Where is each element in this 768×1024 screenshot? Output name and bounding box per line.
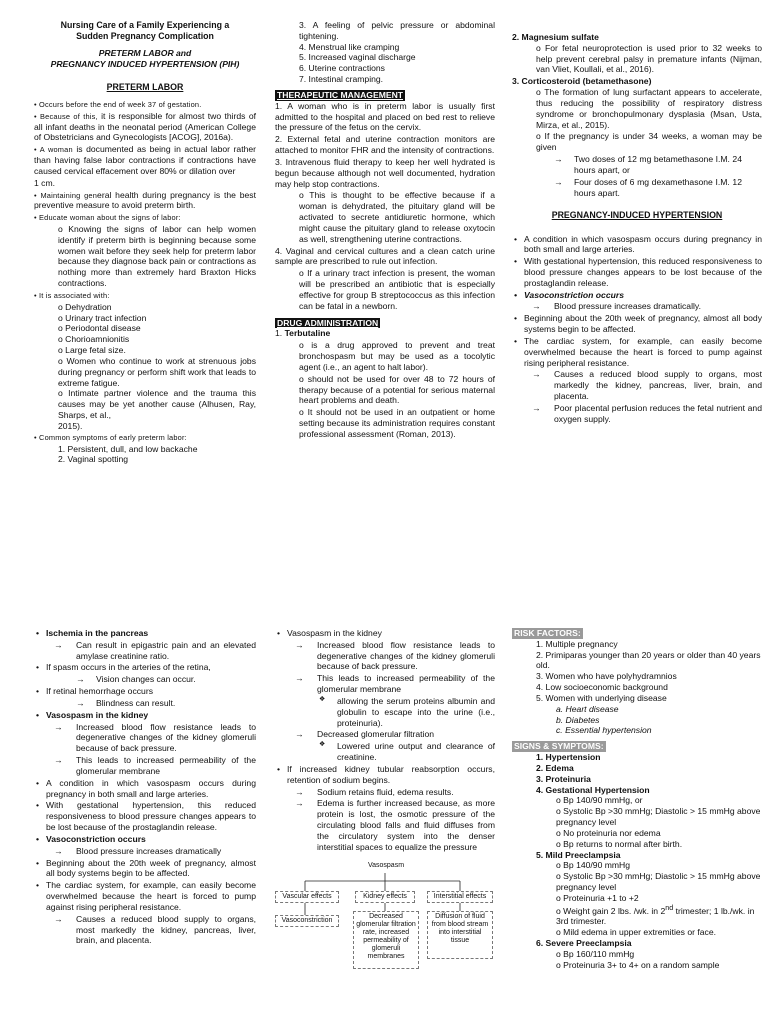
column-pih-effects <box>34 628 256 947</box>
kidney-bullet: • If increased kidney tubular reabsorption occurs, retention of sodium begins. <box>275 764 495 786</box>
pih-bullet: • Vasoconstriction occurs <box>512 290 762 301</box>
diagram-branch: Kidney effects <box>355 891 415 903</box>
effect-arrow: → Can result in epigastric pain and an elevated amylase creatinine ratio. <box>34 640 256 662</box>
doc-subtitle-line1: PRETERM LABOR and <box>98 48 192 59</box>
list-item: 3. A feeling of pelvic pressure or abdominal tightening. <box>299 20 495 41</box>
effect-bullet: • Ischemia in the pancreas <box>34 628 256 639</box>
management-item: 1. A woman who is in preterm labor is usually first admitted to the hospital and placed on bed rest to relieve the pressure of the fetus on the cervix. <box>275 100 495 133</box>
section-heading-preterm-labor: PRETERM LABOR <box>106 81 184 92</box>
kidney-arrow: → Sodium retains fluid, edema results. <box>275 787 495 798</box>
risk-item: 3. Women who have polyhydramnios <box>536 671 677 682</box>
list-item: o Women who continue to work at strenuous jobs during pregnancy or perform shift work that leads to extreme fatigue. <box>58 355 256 388</box>
section-heading-therapeutic: THERAPEUTIC MANAGEMENT <box>277 89 404 100</box>
diagram-root: Vasospasm <box>363 861 409 871</box>
effect-arrow: → Vision changes can occur. <box>34 674 256 685</box>
list-item: 4. Menstrual like cramping <box>299 41 400 52</box>
dose-option: → Four doses of 6 mg dexamethasone I.M. 12 hours apart. <box>512 177 762 199</box>
effect-bullet: • The cardiac system, for example, can easily become overwhelmed because the heart is forced to pump against rising peripheral resistance. <box>34 880 256 912</box>
list-item: 2. Vaginal spotting <box>58 454 129 465</box>
sign-detail: o No proteinuria nor edema <box>556 827 661 838</box>
associated-list <box>34 302 256 432</box>
list-item: o Intimate partner violence and the trauma this causes may be yet another cause (Alhusen, Ray, Sharps, et al., <box>58 388 256 421</box>
pih-arrow: → Poor placental perfusion reduces the fetal nutrient and oxygen supply. <box>512 403 762 425</box>
kidney-arrow: → Edema is further increased because, as more protein is lost, the osmotic pressure of the circulating blood falls and fluid diffuses from the circulatory system into the denser interstitial spaces to equalize the pressure <box>275 798 495 852</box>
disease-item: a. Heart disease <box>556 703 619 714</box>
sign-detail: o Systolic Bp >30 mmHg; Diastolic > 15 mmHg above pregnancy level <box>556 871 761 893</box>
drug-detail: o The formation of lung surfactant appears to accelerate, thus reducing the possibility of respiratory distress syndrome or bronchopulmonary dysplasia (Msan, Usta, Mirza, et al., 2015). <box>536 87 762 130</box>
list-item: 7. Intestinal cramping. <box>299 74 384 85</box>
section-heading-risk: RISK FACTORS: <box>514 628 581 638</box>
kidney-arrow: → Decreased glomerular filtration <box>275 729 495 740</box>
drug-detail: o It should not be used in an outpatient or home setting because its administration requires constant professional assessment (Roman, 2013). <box>299 407 495 439</box>
list-item: 5. Increased vaginal discharge <box>299 52 416 63</box>
sign-item: 5. Mild Preeclampsia <box>536 849 621 860</box>
pih-bullet: • Beginning about the 20th week of pregnancy, almost all body systems begin to be affected. <box>512 313 762 335</box>
pih-bullet: • The cardiac system, for example, can easily become overwhelmed because the heart is forced to pump against rising peripheral resistance. <box>512 336 762 368</box>
bullet-because: • Because of this, it is responsible for almost two thirds of all infant deaths in the neonatal period (American College of Obstetricians and Gynecologists [ACOG], 2016a). <box>34 110 257 143</box>
disease-item: b. Diabetes <box>556 714 600 725</box>
diagram-branch: Vascular effects <box>275 891 339 903</box>
effect-bullet: • Vasospasm in the kidney <box>34 710 256 721</box>
management-item: 3. Intravenous fluid therapy to keep her well hydrated is begun because although not well documented, hydration may help stop contractions. <box>275 156 495 189</box>
bullet-documented-tail: 1 cm. <box>34 177 56 188</box>
list-item: 6. Uterine contractions <box>299 63 385 74</box>
risk-item: 5. Women with underlying disease <box>536 692 667 703</box>
column-preterm-labor <box>34 20 256 465</box>
doc-title-line1: Nursing Care of a Family Experiencing a <box>60 20 230 30</box>
bullet-associated: • It is associated with: <box>34 290 110 300</box>
risk-item: 2. Primiparas younger than 20 years or older than 40 years old. <box>536 649 761 671</box>
effect-arrow: → This leads to increased permeability of the glomerular membrane <box>34 755 256 777</box>
vasospasm-diagram <box>275 859 495 979</box>
sign-detail: o Bp 140/90 mmHg <box>556 860 631 871</box>
sign-item: 3. Proteinuria <box>536 773 591 784</box>
sign-detail: o Proteinuria +1 to +2 <box>556 892 639 903</box>
educate-detail: o Knowing the signs of labor can help women identify if preterm birth is beginning because some women wait before they seek help for preterm labor because they diagnose back pain or contractions as nothing more than extremely hard Braxton Hicks contractions. <box>58 224 256 289</box>
column-kidney <box>275 628 495 979</box>
drug-detail: o If the pregnancy is under 34 weeks, a woman may be given <box>536 131 762 153</box>
bullet-documented: • A woman is documented as being in actual labor rather than having false labor contractions if contractions have caused cervical effacement over 80% or dilation over <box>34 144 257 176</box>
disease-item: c. Essential hypertension <box>556 725 652 736</box>
list-item: o Large fetal size. <box>58 345 126 356</box>
management-detail: o This is thought to be effective because if a woman is dehydrated, the pituitary gland will be activated to secrete antidiuretic hormone, which might cause the pituitary gland to release oxytocin as well, strengthening uterine contractions. <box>299 190 495 244</box>
kidney-arrow: → Increased blood flow resistance leads to degenerative changes of the kidney glomeruli because of back pressure. <box>275 640 495 672</box>
list-item: 2015). <box>58 420 83 431</box>
column-drugs-pih <box>512 32 762 426</box>
kidney-arrow: → This leads to increased permeability of the glomerular membrane <box>275 673 495 695</box>
kidney-detail: ❖ Lowered urine output and clearance of creatinine. <box>275 741 495 763</box>
management-item: 2. External fetal and uterine contraction monitors are attached to monitor FHR and the intensity of contractions. <box>275 134 495 156</box>
diagram-branch: Interstitial effects <box>427 891 493 903</box>
list-item: o Dehydration <box>58 301 112 312</box>
sign-detail: o Weight gain 2 lbs. /wk. in 2nd trimester; 1 lb./wk. in 3rd trimester. <box>556 903 755 927</box>
list-item: o Chorioamnionitis <box>58 334 130 345</box>
diagram-leaf: Vasoconstriction <box>275 915 339 927</box>
sign-item: 1. Hypertension <box>536 752 601 763</box>
management-item: 4. Vaginal and cervical cultures and a clean catch urine sample are prescribed to rule out infection. <box>275 245 495 267</box>
drug-terbutaline: 1. Terbutaline <box>275 328 331 339</box>
effect-bullet: • Beginning about the 20th week of pregnancy, almost all body systems begin to be affected. <box>34 858 256 880</box>
bullet-maintaining: • Maintaining general health during pregnancy is the best preventive measure to avoid preterm birth. <box>34 189 256 211</box>
effect-arrow: → Increased blood flow resistance leads to degenerative changes of the kidney glomeruli because of back pressure. <box>34 722 256 754</box>
effect-bullet: • Vasoconstriction occurs <box>34 834 256 845</box>
kidney-bullet: • Vasospasm in the kidney <box>275 628 495 639</box>
effect-arrow: → Blood pressure increases dramatically <box>34 846 256 857</box>
doc-title-line2: Sudden Pregnancy Complication <box>76 31 214 42</box>
section-heading-pih: PREGNANCY-INDUCED HYPERTENSION <box>551 210 723 221</box>
diagram-leaf: Diffusion of fluid from blood stream into interstitial tissue <box>427 911 493 959</box>
effect-bullet: • With gestational hypertension, this reduced responsiveness to blood pressure changes appears to be lost because of the prostaglandin release. <box>34 800 256 832</box>
sign-item: 4. Gestational Hypertension <box>536 784 650 795</box>
drug-detail: o For fetal neuroprotection is used prior to 32 weeks to help prevent cerebral palsy in premature infants (Nijman, van Vliet, Koullali, et al., 2016). <box>536 42 762 75</box>
risk-item: 4. Low socioeconomic background <box>536 682 668 693</box>
risk-item: 1. Multiple pregnancy <box>536 638 618 649</box>
column-management <box>275 20 495 441</box>
bullet-occurs: • Occurs before the end of week 37 of gestation. <box>34 99 202 109</box>
sign-detail: o Bp 160/110 mmHg <box>556 948 635 959</box>
doc-subtitle-line2: PREGNANCY INDUCED HYPERTENSION (PIH) <box>50 58 240 69</box>
list-item: o Urinary tract infection <box>58 312 147 323</box>
sign-item: 2. Edema <box>536 762 574 773</box>
drug-detail: o is a drug approved to prevent and treat bronchospasm but may be used as a tocolytic agent (i.e., an agent to halt labor). <box>299 340 495 372</box>
pih-bullet: • With gestational hypertension, this reduced responsiveness to blood pressure changes appears to be lost because of the prostaglandin release. <box>512 256 762 288</box>
effect-bullet: • If spasm occurs in the arteries of the retina, <box>34 662 256 673</box>
diagram-leaf: Decreased glomerular filtration rate, increased permeability of glomeruli membranes <box>353 911 419 969</box>
sign-detail: o Systolic Bp >30 mmHg; Diastolic > 15 mmHg above pregnancy level <box>556 806 761 828</box>
list-item: 1. Persistent, dull, and low backache <box>58 443 198 454</box>
bullet-common-symptoms: • Common symptoms of early preterm labor: <box>34 432 187 442</box>
effect-bullet: • A condition in which vasospasm occurs during pregnancy in both small and large arteries. <box>34 778 256 800</box>
management-detail: o If a urinary tract infection is present, the woman will be prescribed an antibiotic that is especially effective for group B streptococcus as this infection can be fatal in a newborn. <box>299 268 495 311</box>
kidney-detail: ❖ allowing the serum proteins albumin and globulin to escape into the urine (i.e., proteinuria). <box>275 696 495 728</box>
drug-detail: o should not be used for over 48 to 72 hours of therapy because of a potential for serious maternal heart problems and death. <box>299 373 495 406</box>
section-heading-drug: DRUG ADMINISTRATION <box>277 317 379 328</box>
section-heading-signs: SIGNS & SYMPTOMS: <box>514 741 604 752</box>
effect-bullet: • If retinal hemorrhage occurs <box>34 686 256 697</box>
sign-detail: o Bp 140/90 mmHg, or <box>556 795 643 806</box>
sign-detail: o Mild edema in upper extremities or face. <box>556 927 717 938</box>
drug-magnesium: 2. Magnesium sulfate <box>512 32 599 42</box>
sign-detail: o Bp returns to normal after birth. <box>556 838 683 849</box>
pih-arrow: → Causes a reduced blood supply to organs, most markedly the kidney, pancreas, liver, brain, and placenta. <box>512 369 762 401</box>
sign-detail: o Proteinuria 3+ to 4+ on a random sample <box>556 959 720 970</box>
effect-arrow: → Causes a reduced blood supply to organs, most markedly the kidney, pancreas, liver, brain, and placenta. <box>34 914 256 946</box>
pih-arrow: → Blood pressure increases dramatically. <box>512 301 762 312</box>
effect-arrow: → Blindness can result. <box>34 698 256 709</box>
bullet-educate: • Educate woman about the signs of labor: <box>34 213 181 223</box>
drug-corticosteroid: 3. Corticosteroid (betamethasone) <box>512 76 652 87</box>
pih-bullet: • A condition in which vasospasm occurs during pregnancy in both small and large arteries. <box>512 234 762 256</box>
column-risk-signs <box>512 628 762 971</box>
list-item: o Periodontal disease <box>58 323 141 334</box>
sign-item: 6. Severe Preeclampsia <box>536 938 632 949</box>
dose-option: → Two doses of 12 mg betamethasone I.M. 24 hours apart, or <box>512 154 762 176</box>
